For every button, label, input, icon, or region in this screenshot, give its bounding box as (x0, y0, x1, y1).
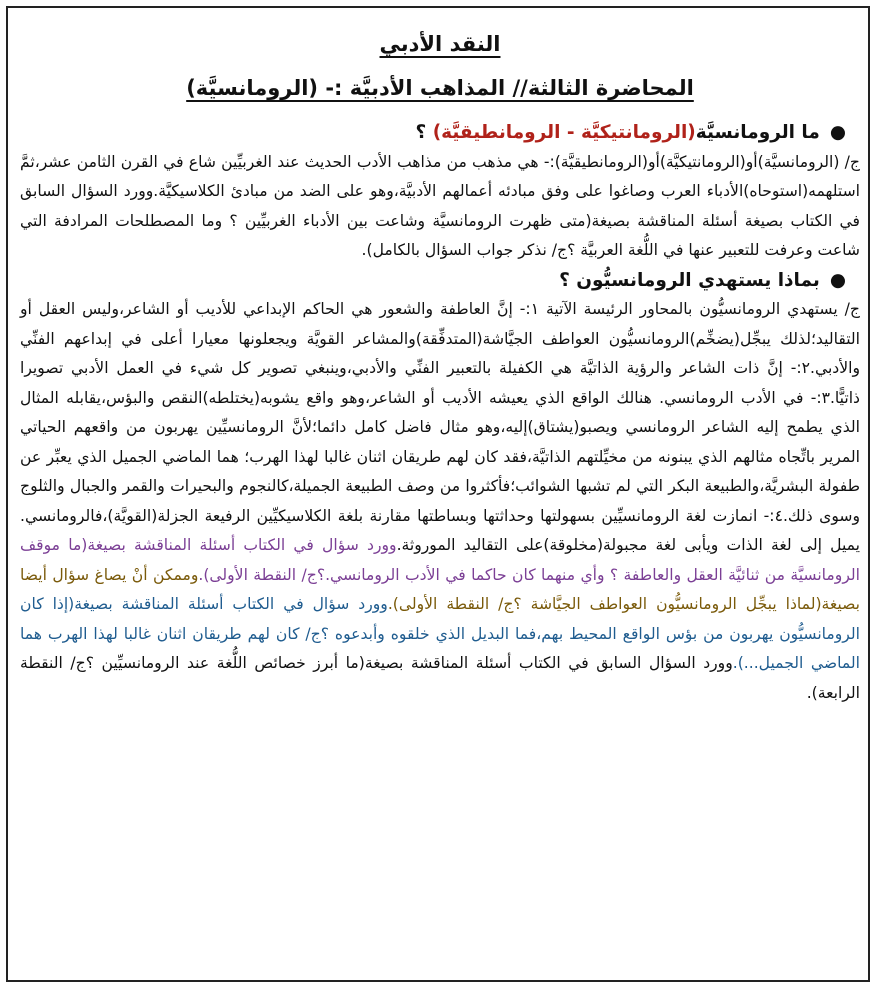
bullet-icon: ● (829, 269, 846, 291)
exam-note-brown: وممكن أنْ يصاغ سؤال أيضا بصيغة(لماذا يبجِّل الرومانسيُّون العواطف الجيَّاشة ؟ج/ النقطة الأولى). (20, 565, 860, 613)
answer-text-2: ج/ يستهدي الرومانسيُّون بالمحاور الرئيسة الآتية ١:- إنَّ العاطفة والشعور هي الحاكم الإبداعي للأديب أو الشاعر،وليس العقل أو التقاليد؛لذلك يبجِّل(يضخِّم)الرومانسيُّون العواطف الجيَّاشة(المتدفِّقة)والمشاعر القويَّة ويجعلونها معيارا أعلى في إبداعهم الفنِّي والأدبي.٢:- إنَّ ذات الشاعر والرؤية الذاتيَّة هي الكفيلة بالتعبير الفنِّي والأدبي،وينبغي تصوير كل شيء في العمل الأدبي تصويرا ذاتيًّا.٣:- في الأدب الرومانسي. هنالك الواقع الذي يعيشه الأديب أو الشاعر،وهو واقع يشوبه(يختلطه)النقص والبؤس،يقابله المثال الذي يطمح إليه الشاعر الرومانسي ويصبو(يشتاق)إليه،وهو مثال فاضل كامل دائما؛لأنَّ الرومانسيِّين يهربون من واقعهم الحياتي المرير باتِّجاه مثالهم الذي يبنونه من مخيِّلتهم الذاتيَّة،فقد كان لهم طريقان اثنان غالبا لهذا الهرب؛ هما الماضي الجميل الذي يعبِّر عن طفولة البشريَّة،والطبيعة البكر التي لم تشبها الشوائب؛فأكثروا من وصف الطبيعة الجميلة،كالنجوم والبحيرات والقمر والجبال والثلوج وسوى ذلك.٤:- انمازت لغة الرومانسيِّين بسهولتها وحداثتها وبساطتها مقارنة بلغة الكلاسيكيِّين الرفيعة الجزلة(القويَّة)،فالرومانسي. يميل إلى لغة الذات ويأبى لغة مجبولة(مخلوقة)على التقاليد الموروثة. (20, 300, 861, 554)
lecture-subtitle: المحاضرة الثالثة// المذاهب الأدبيَّة :- (الرومانسيَّة) (186, 76, 694, 100)
exam-note-1: وورد السؤال السابق في الكتاب بصيغة أسئلة المناقشة بصيغة(متى ظهرت الرومانسيَّة وشاعت بين الأدباء الغربيِّين ؟ وما المصطلحات المرادفة التي شاعت وعرفت للتعبير عنها في اللُّغة العربيَّة ؟ج/ نذكر جواب السؤال بالكامل). (20, 182, 860, 259)
bullet-icon: ● (829, 122, 846, 143)
question-heading-2: ●بماذا يستهدي الرومانسيُّون ؟ (20, 266, 860, 296)
synonyms-highlight: (الرومانتيكيَّة - الرومانطيقيَّة) (432, 122, 696, 143)
question-heading-1: ●ما الرومانسيَّة(الرومانتيكيَّة - الرومانطيقيَّة) ؟ (20, 118, 860, 148)
answer-text-1: ج/ (الرومانسيَّة)أو(الرومانتيكيَّة)أو(الرومانطيقيَّة):- هي مذهب من مذاهب الأدب الحديث عند الغربيِّين شاع في القرن الثامن عشر،ثمَّ استلهمه(استوحاه)الأدباء العرب وصاغوا على وفق مبادئه أعمالهم الأدبيَّة،وهو على الضد من مبادئ الكلاسيكيَّة. (20, 152, 860, 200)
exam-note-blue: وورد سؤال في الكتاب أسئلة المناقشة بصيغة(إذا كان الرومانسيُّون يهربون من بؤس الواقع المحيط بهم،فما البديل الذي خلقوه وأبدعوه ؟ج/ كان لهم طريقان اثنان غالبا لهذا الهرب هما الماضي الجميل...). (20, 595, 860, 672)
answer-paragraph-1 (20, 148, 860, 266)
document-body (20, 118, 860, 708)
answer-paragraph-2 (20, 295, 860, 708)
exam-note-final: وورد السؤال السابق في الكتاب أسئلة المناقشة بصيغة(ما أبرز خصائص اللُّغة عند الرومانسيِّين ؟ج/ النقطة الرابعة). (20, 654, 860, 702)
exam-note-purple: وورد سؤال في الكتاب أسئلة المناقشة بصيغة(ما موقف الرومانسيَّة من ثنائيَّة العقل والعاطفة ؟ وأي منهما كان حاكما في الأدب الرومانسي.؟ج/ النقطة الأولى). (20, 536, 861, 584)
page-title: النقد الأدبي (379, 32, 501, 56)
